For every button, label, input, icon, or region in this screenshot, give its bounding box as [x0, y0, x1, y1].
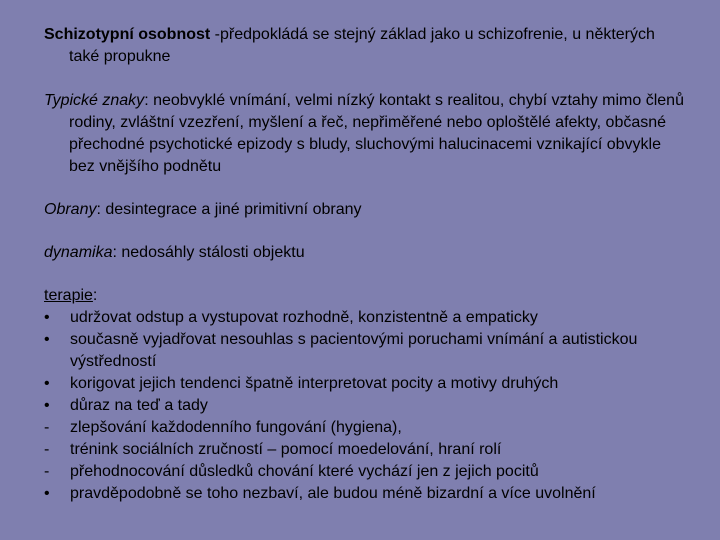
list-item-text: udržovat odstup a vystupovat rozhodně, konzistentně a empaticky: [70, 309, 538, 326]
heading-schizotypal: Schizotypní osobnost: [44, 26, 211, 43]
list-item-text: současně vyjadřovat nesouhlas s pacientovými poruchami vnímání a autistickou výstředností: [70, 331, 638, 370]
paragraph-defenses: [44, 199, 684, 221]
defenses-text: : desintegrace a jiné primitivní obrany: [96, 201, 362, 218]
list-item-text: zlepšování každodenního fungování (hygiena),: [70, 419, 402, 436]
paragraph-typical-signs: [44, 90, 684, 178]
dash-marker: -: [44, 463, 50, 480]
dash-marker: -: [44, 419, 50, 436]
bullet-marker: •: [44, 309, 50, 326]
list-item: [44, 461, 684, 483]
list-item: [44, 373, 684, 395]
therapy-list: [44, 307, 684, 505]
list-item: [44, 439, 684, 461]
bullet-marker: •: [44, 485, 50, 502]
list-item-text: trénink sociálních zručností – pomocí moedelování, hraní rolí: [70, 441, 502, 458]
dynamics-text: : nedosáhly stálosti objektu: [112, 244, 305, 261]
therapy-label: terapie: [44, 287, 93, 304]
bullet-marker: •: [44, 331, 50, 348]
list-item-text: důraz na teď a tady: [70, 397, 208, 414]
list-item: [44, 329, 684, 373]
typical-signs-text: : neobvyklé vnímání, velmi nízký kontakt s realitou, chybí vztahy mimo členů rodiny, zvláštní vzezření, myšlení a řeč, nepřiměřené nebo oploštělé afekty, občasné přechodné psychotické epizody s bludy, sluchovými halucinacemi vznikající obvykle bez vnějšího podnětu: [69, 92, 684, 175]
defenses-label: Obrany: [44, 201, 97, 218]
list-item-text: pravděpodobně se toho nezbaví, ale budou méně bizardní a více uvolnění: [70, 485, 596, 502]
paragraph-intro: [44, 24, 684, 68]
intro-text: -předpokládá se stejný základ jako u schizofrenie, u některých také propukne: [69, 26, 655, 65]
typical-signs-label: Typické znaky: [44, 92, 145, 109]
bullet-marker: •: [44, 375, 50, 392]
dash-marker: -: [44, 441, 50, 458]
therapy-colon: :: [92, 287, 98, 304]
paragraph-therapy: [44, 285, 684, 307]
slide-content: [44, 24, 684, 505]
list-item: [44, 395, 684, 417]
list-item-text: přehodnocování důsledků chování které vychází jen z jejich pocitů: [70, 463, 539, 480]
list-item: [44, 307, 684, 329]
bullet-marker: •: [44, 397, 50, 414]
dynamics-label: dynamika: [44, 244, 113, 261]
list-item-text: korigovat jejich tendenci špatně interpretovat pocity a motivy druhých: [70, 375, 559, 392]
list-item: [44, 417, 684, 439]
paragraph-dynamics: [44, 242, 684, 264]
list-item: [44, 483, 684, 505]
